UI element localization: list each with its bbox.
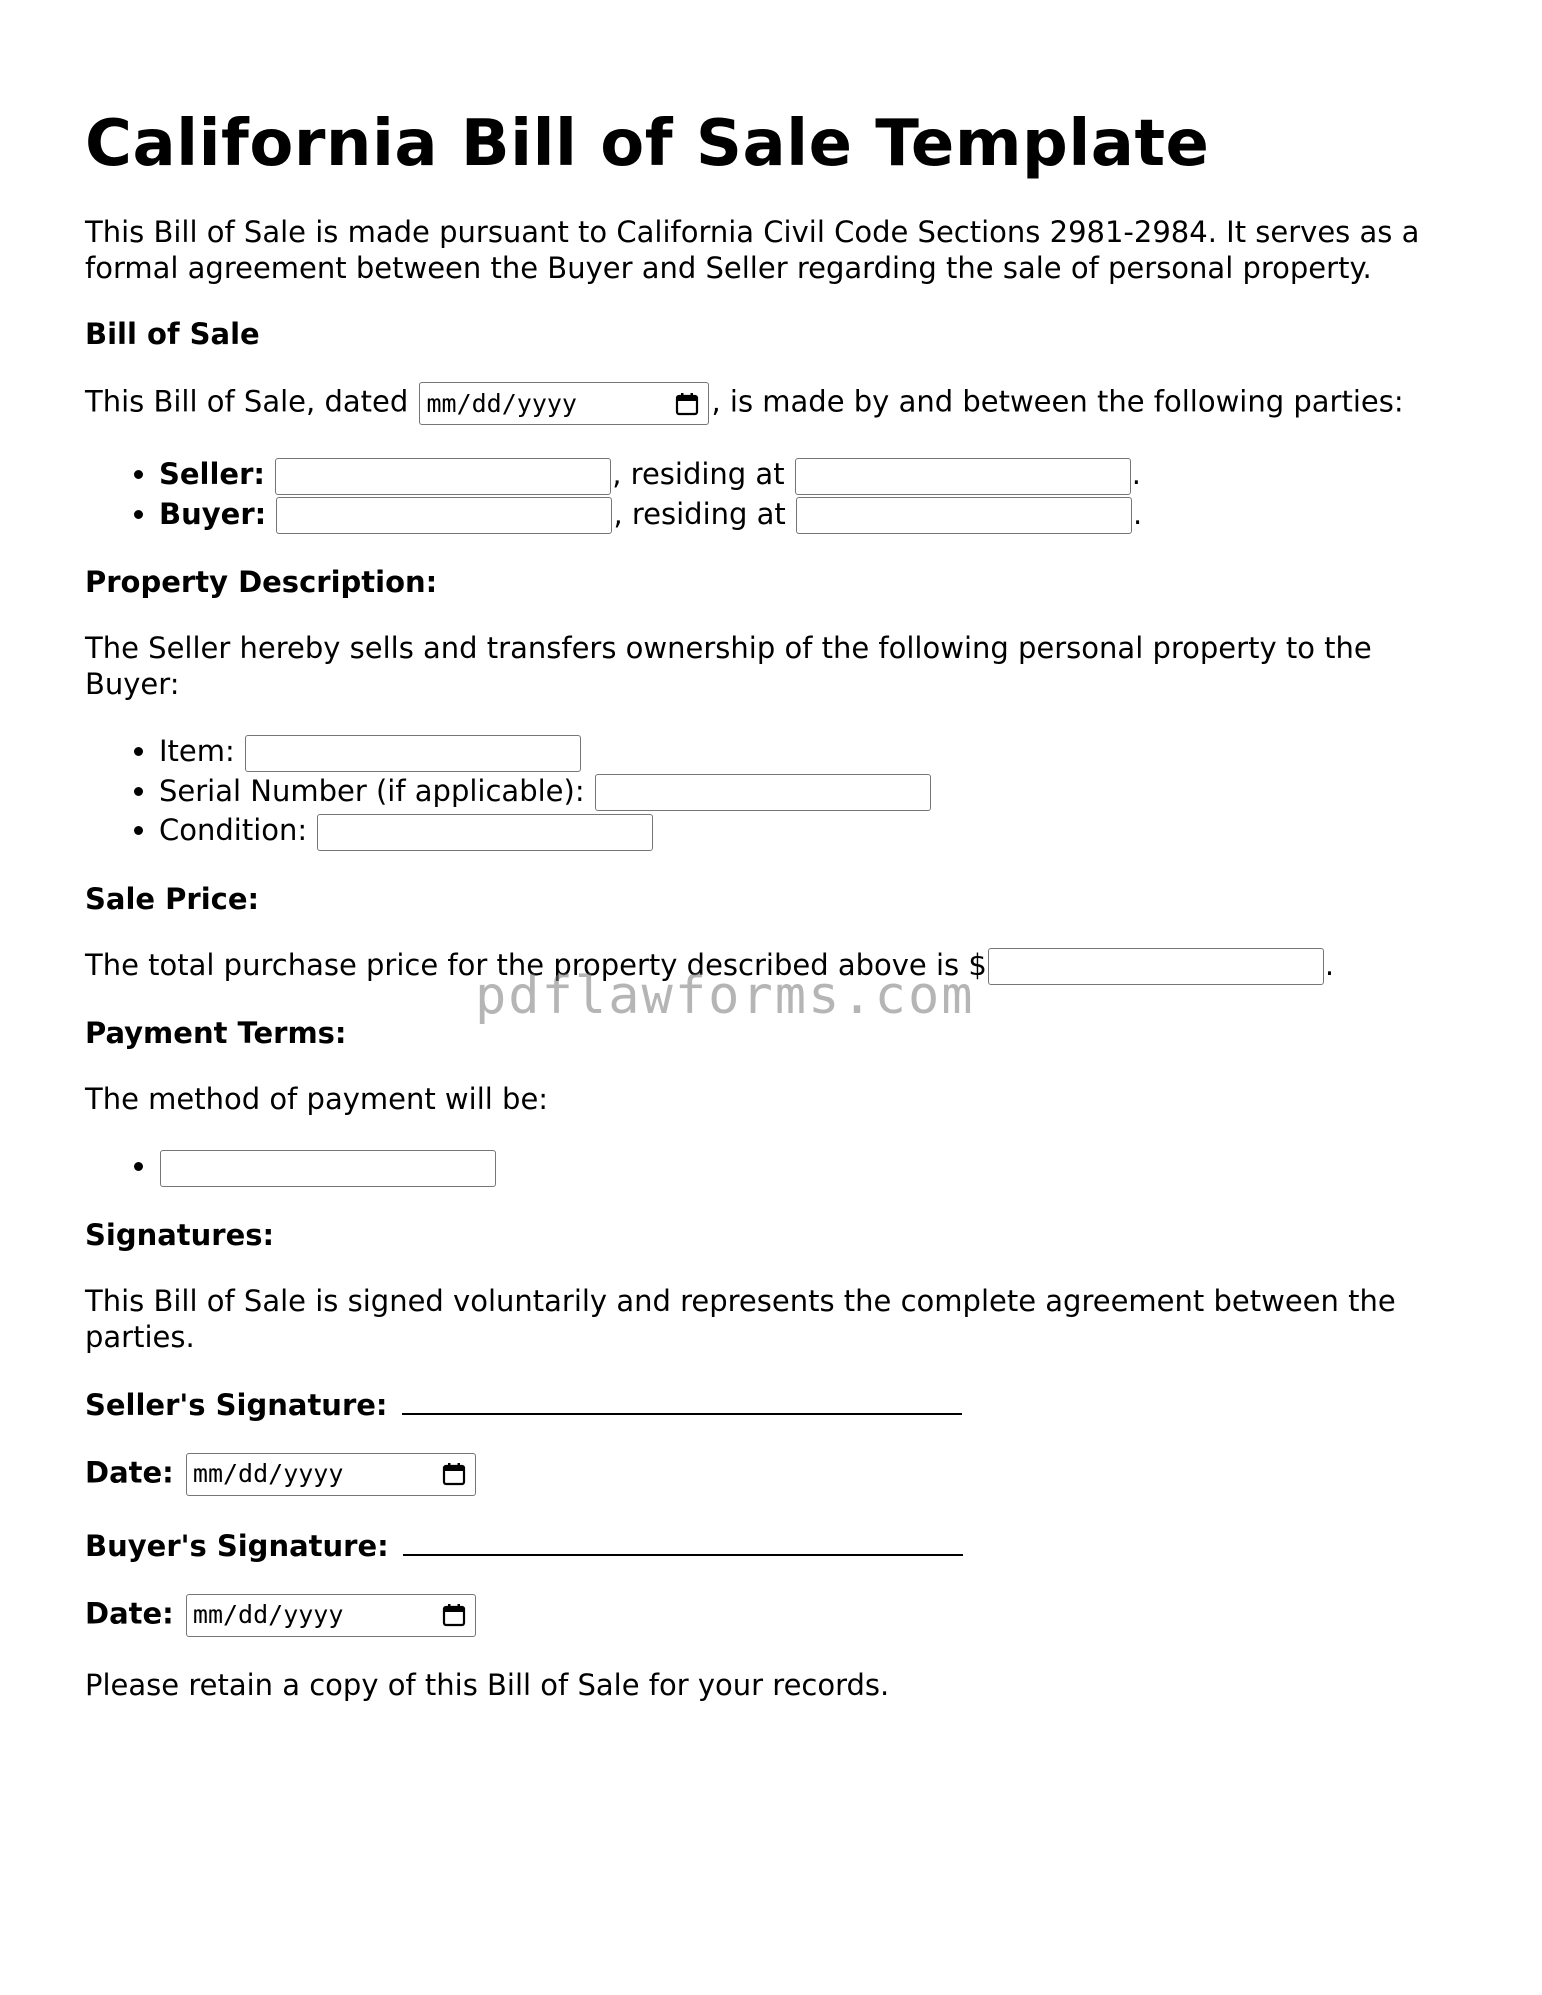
bill-of-sale-heading: Bill of Sale <box>85 317 260 351</box>
buyer-signature-line <box>403 1526 963 1556</box>
serial-number-input[interactable] <box>595 774 931 811</box>
seller-date-row <box>85 1453 1465 1496</box>
buyer-address-input[interactable] <box>796 497 1132 534</box>
intro-text: This Bill of Sale is made pursuant to California Civil Code Sections 2981-2984. It serves as a formal agreement between the Buyer and Seller regarding the sale of personal property. <box>85 215 1420 285</box>
parties-list <box>85 455 1465 534</box>
date-label: Date: <box>85 1596 174 1630</box>
sale-price-line <box>85 947 1465 986</box>
date-label: Date: <box>85 1455 174 1489</box>
payment-text: The method of payment will be: <box>85 1082 549 1116</box>
date-placeholder: mm/dd/yyyy <box>192 1459 344 1488</box>
sale-price-input[interactable] <box>988 948 1324 985</box>
buyer-name-input[interactable] <box>276 497 612 534</box>
calendar-icon[interactable] <box>674 391 700 417</box>
document <box>85 104 1465 1703</box>
signatures-heading: Signatures: <box>85 1217 275 1252</box>
seller-date-input[interactable] <box>186 1453 476 1496</box>
payment-terms-heading: Payment Terms: <box>85 1016 347 1050</box>
watermark: pdflawforms.com <box>475 966 975 1026</box>
seller-signature-label: Seller's Signature: <box>85 1387 388 1422</box>
serial-label: Serial Number (if applicable): <box>159 773 585 808</box>
condition-label: Condition: <box>159 813 308 847</box>
list-item <box>159 455 1465 495</box>
seller-address-input[interactable] <box>795 458 1131 495</box>
seller-signature-row <box>85 1385 1465 1423</box>
list-item <box>159 811 1465 851</box>
residing-text: , residing at <box>613 496 786 531</box>
seller-name-input[interactable] <box>275 458 611 495</box>
payment-list <box>85 1147 1465 1187</box>
payment-method-input[interactable] <box>160 1150 496 1187</box>
page-title: California Bill of Sale Template <box>85 107 1210 181</box>
footer-note: Please retain a copy of this Bill of Sale for your records. <box>85 1667 890 1702</box>
period: . <box>1324 947 1335 982</box>
bill-date-input[interactable] <box>419 382 709 425</box>
buyer-label: Buyer: <box>159 496 267 531</box>
dated-prefix: This Bill of Sale, dated <box>85 384 409 419</box>
list-item <box>159 495 1465 535</box>
seller-signature-line <box>402 1385 962 1415</box>
signatures-text: This Bill of Sale is signed voluntarily and represents the complete agreement between the parties. <box>85 1283 1396 1354</box>
seller-label: Seller: <box>159 457 266 491</box>
dated-line <box>85 382 1465 425</box>
list-item <box>159 732 1465 772</box>
buyer-date-input[interactable] <box>186 1594 476 1637</box>
property-list <box>85 732 1465 851</box>
period: . <box>1131 457 1142 491</box>
buyer-signature-label: Buyer's Signature: <box>85 1528 389 1563</box>
property-heading: Property Description: <box>85 565 438 599</box>
bill-date-placeholder: mm/dd/yyyy <box>426 388 577 418</box>
item-label: Item: <box>159 734 235 768</box>
buyer-signature-row <box>85 1526 1465 1564</box>
dated-suffix: , is made by and between the following parties: <box>711 384 1404 419</box>
sale-price-heading: Sale Price: <box>85 881 260 916</box>
period: . <box>1133 496 1143 531</box>
calendar-icon[interactable] <box>441 1602 467 1628</box>
calendar-icon[interactable] <box>441 1461 467 1487</box>
list-item <box>159 1147 1465 1187</box>
sale-price-text: The total purchase price for the property described above is $ <box>85 947 987 982</box>
list-item <box>159 772 1465 812</box>
residing-text: , residing at <box>612 457 785 491</box>
buyer-date-row <box>85 1594 1465 1637</box>
property-text: The Seller hereby sells and transfers ownership of the following personal property to the Buyer: <box>85 631 1372 701</box>
item-input[interactable] <box>245 735 581 772</box>
date-placeholder: mm/dd/yyyy <box>192 1600 344 1629</box>
condition-input[interactable] <box>317 814 653 851</box>
